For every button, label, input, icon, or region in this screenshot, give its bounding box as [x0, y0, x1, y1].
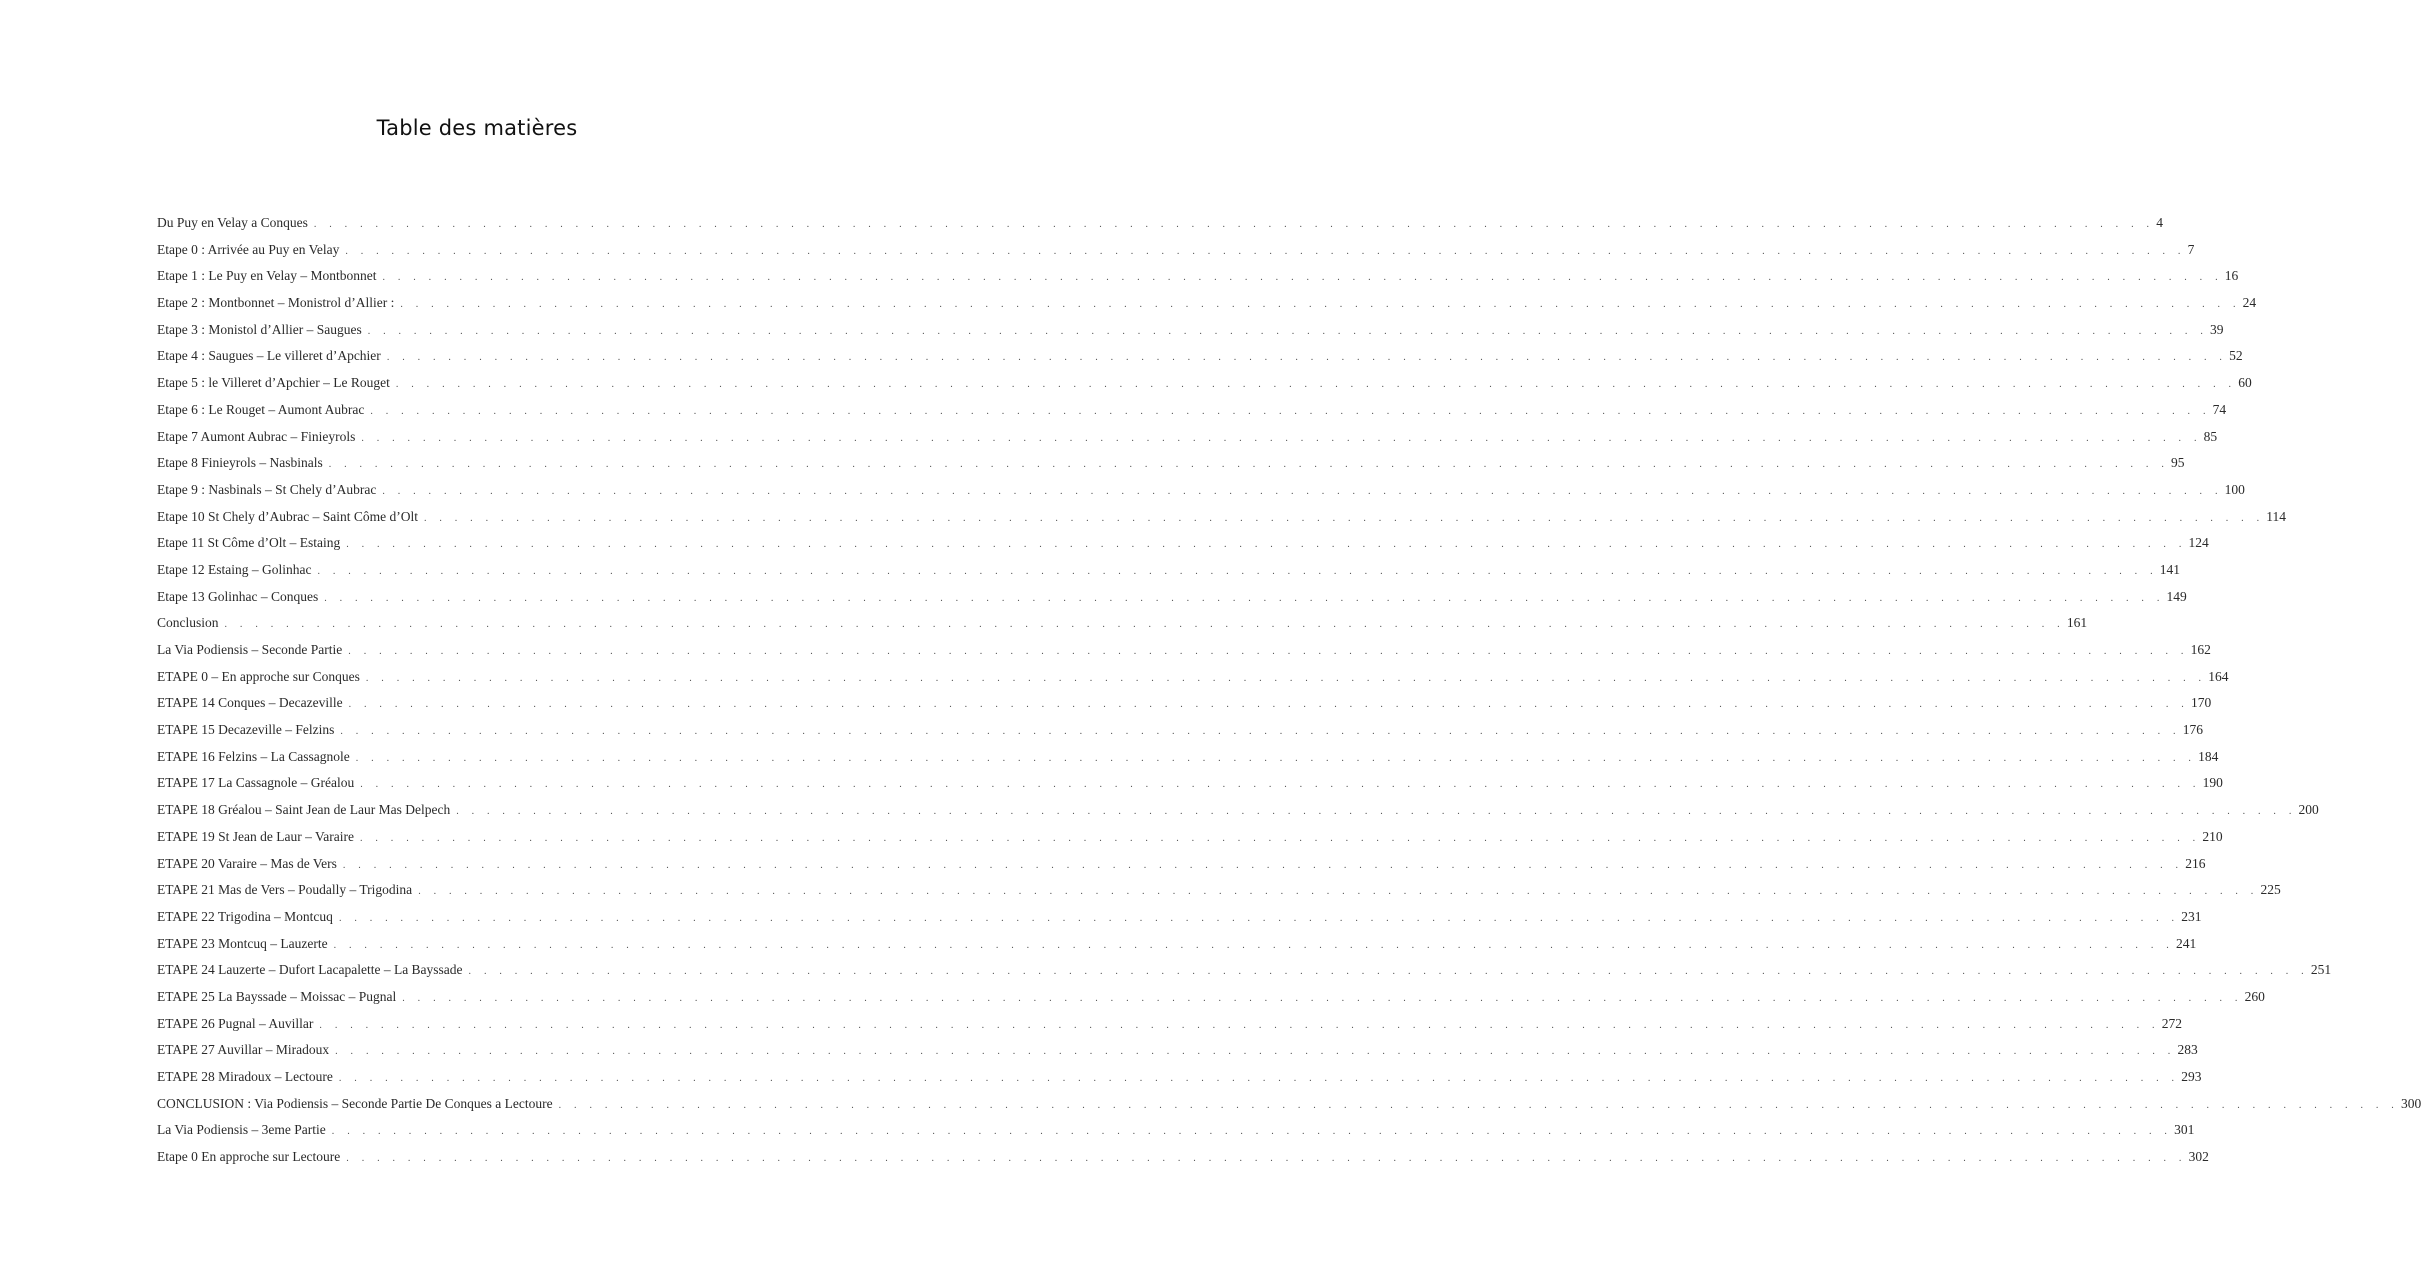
toc-dot-leader: . . . . . . . . . . . . . . . . . . . . . . . . . . . . . . . . . . . . . . . . . . . . . . . . . . . . . . . . . . . . . . . . . . . . . . . . . . . . . . . . . . . . . . . . . . . . . . . . . . . . . . . . . . . . . . . . . . . . . . . .: [382, 485, 2223, 497]
toc-dot-leader: . . . . . . . . . . . . . . . . . . . . . . . . . . . . . . . . . . . . . . . . . . . . . . . . . . . . . . . . . . . . . . . . . . . . . . . . . . . . . . . . . . . . . . . . . . . . . . . . . . . . . . . . . . . . . . . . . . . . . . . .: [361, 432, 2202, 444]
toc-dot-leader: . . . . . . . . . . . . . . . . . . . . . . . . . . . . . . . . . . . . . . . . . . . . . . . . . . . . . . . . . . . . . . . . . . . . . . . . . . . . . . . . . . . . . . . . . . . . . . . . . . . . . . . . . . . . . . . . . . . . . . . .: [319, 1019, 2160, 1031]
toc-entry[interactable]: [157, 1011, 2182, 1038]
toc-entry-page-number: 4: [2156, 215, 2163, 230]
toc-entry-title: ETAPE 15 Decazeville – Felzins: [157, 722, 335, 738]
toc-entry-title: ETAPE 22 Trigodina – Montcuq: [157, 908, 333, 924]
toc-entry-title: Etape 8 Finieyrols – Nasbinals: [157, 455, 323, 471]
toc-dot-leader: . . . . . . . . . . . . . . . . . . . . . . . . . . . . . . . . . . . . . . . . . . . . . . . . . . . . . . . . . . . . . . . . . . . . . . . . . . . . . . . . . . . . . . . . . . . . . . . . . . . . . . . . . . . . . . . . . . . . . . . .: [340, 726, 2181, 738]
toc-entry-page-number: 216: [2185, 855, 2206, 871]
toc-dot-leader: . . . . . . . . . . . . . . . . . . . . . . . . . . . . . . . . . . . . . . . . . . . . . . . . . . . . . . . . . . . . . . . . . . . . . . . . . . . . . . . . . . . . . . . . . . . . . . . . . . . . . . . . . . . . . . . . . . . . . . . .: [402, 992, 2243, 1004]
toc-entry-page-number: 95: [2171, 455, 2185, 471]
toc-entry[interactable]: [157, 637, 2211, 664]
toc-entry-page-number: 184: [2198, 748, 2219, 764]
toc-entry-page-number: 100: [2224, 481, 2245, 497]
toc-dot-leader: . . . . . . . . . . . . . . . . . . . . . . . . . . . . . . . . . . . . . . . . . . . . . . . . . . . . . . . . . . . . . . . . . . . . . . . . . . . . . . . . . . . . . . . . . . . . . . . . . . . . . . . . . . . . . . . . . . . . . . . .: [348, 699, 2189, 711]
toc-entry-title: ETAPE 25 La Bayssade – Moissac – Pugnal: [157, 988, 397, 1004]
toc-entry-title: CONCLUSION : Via Podiensis – Seconde Partie De Conques a Lectoure: [157, 1095, 553, 1111]
toc-entry[interactable]: [157, 290, 2257, 317]
toc-entry-title: Etape 4 : Saugues – Le villeret d’Apchier: [157, 348, 381, 364]
toc-dot-leader: . . . . . . . . . . . . . . . . . . . . . . . . . . . . . . . . . . . . . . . . . . . . . . . . . . . . . . . . . . . . . . . . . . . . . . . . . . . . . . . . . . . . . . . . . . . . . . . . . . . . . . . . . . . . . . . . . . . . . . . .: [386, 352, 2228, 364]
toc-entry[interactable]: [157, 1064, 2202, 1091]
toc-entry[interactable]: [157, 957, 2332, 984]
toc-dot-leader: . . . . . . . . . . . . . . . . . . . . . . . . . . . . . . . . . . . . . . . . . . . . . . . . . . . . . . . . . . . . . . . . . . . . . . . . . . . . . . . . . . . . . . . . . . . . . . . . . . . . . . . . . . . . . . . . . . . . . . . .: [328, 459, 2170, 471]
toc-entry-page-number: 39: [2210, 321, 2224, 337]
toc-dot-leader: . . . . . . . . . . . . . . . . . . . . . . . . . . . . . . . . . . . . . . . . . . . . . . . . . . . . . . . . . . . . . . . . . . . . . . . . . . . . . . . . . . . . . . . . . . . . . . . . . . . . . . . . . . . . . . . . . . . . . . . .: [342, 859, 2184, 871]
toc-entry-page-number: 260: [2244, 988, 2265, 1004]
toc-entry-page-number: 74: [2212, 401, 2227, 417]
toc-entry-title: Etape 1 : Le Puy en Velay – Montbonnet: [157, 268, 377, 284]
toc-entry[interactable]: [157, 690, 2212, 717]
toc-entry-page-number: 283: [2177, 1042, 2198, 1058]
toc-entry-title: Etape 2 : Montbonnet – Monistrol d’Allier :: [157, 295, 395, 311]
toc-entry-title: Etape 7 Aumont Aubrac – Finieyrols: [157, 428, 356, 444]
toc-entry-title: ETAPE 24 Lauzerte – Dufort Lacapalette – La Bayssade: [157, 962, 463, 978]
toc-entry-title: La Via Podiensis – 3eme Partie: [157, 1122, 326, 1138]
toc-entry[interactable]: [157, 664, 2229, 691]
toc-entry-title: ETAPE 19 St Jean de Laur – Varaire: [157, 828, 354, 844]
toc-entry[interactable]: [157, 770, 2223, 797]
toc-entry-page-number: 301: [2174, 1122, 2195, 1138]
toc-entry[interactable]: [157, 397, 2227, 424]
toc-dot-leader: . . . . . . . . . . . . . . . . . . . . . . . . . . . . . . . . . . . . . . . . . . . . . . . . . . . . . . . . . . . . . . . . . . . . . . . . . . . . . . . . . . . . . . . . . . . . . . . . . . . . . . . . . . . . . . . . . . . . . . . .: [355, 752, 2197, 764]
toc-entry-title: Conclusion: [157, 615, 219, 631]
toc-dot-leader: . . . . . . . . . . . . . . . . . . . . . . . . . . . . . . . . . . . . . . . . . . . . . . . . . . . . . . . . . . . . . . . . . . . . . . . . . . . . . . . . . . . . . . . . . . . . . . . . . . . . . . . . . . . . . . . . . . . . . . . .: [370, 405, 2211, 417]
toc-dot-leader: . . . . . . . . . . . . . . . . . . . . . . . . . . . . . . . . . . . . . . . . . . . . . . . . . . . . . . . . . . . . . . . . . . . . . . . . . . . . . . . . . . . . . . . . . . . . . . . . . . . . . . . . . . . . . . . . . . . . . . . .: [335, 1046, 2176, 1058]
toc-entry-page-number: 161: [2066, 615, 2088, 631]
toc-entry[interactable]: [157, 530, 2209, 557]
toc-entry-page-number: 162: [2190, 642, 2211, 657]
toc-dot-leader: . . . . . . . . . . . . . . . . . . . . . . . . . . . . . . . . . . . . . . . . . . . . . . . . . . . . . . . . . . . . . . . . . . . . . . . . . . . . . . . . . . . . . . . . . . . . . . . . . . . . . . . . . . . . . . . . . . . . . . . .: [382, 272, 2223, 284]
toc-entry-title: ETAPE 26 Pugnal – Auvillar: [157, 1015, 314, 1031]
toc-entry[interactable]: [157, 504, 2287, 531]
toc-dot-leader: . . . . . . . . . . . . . . . . . . . . . . . . . . . . . . . . . . . . . . . . . . . . . . . . . . . . . . . . . . . . . . . . . . . . . . . . . . . . . . . . . . . . . . . . . . . . . . . . . . . . . . . . . . . . . . . . . . . . . . . .: [317, 565, 2158, 577]
toc-entry-page-number: 300: [2400, 1095, 2421, 1111]
toc-dot-leader: . . . . . . . . . . . . . . . . . . . . . . . . . . . . . . . . . . . . . . . . . . . . . . . . . . . . . . . . . . . . . . . . . . . . . . . . . . . . . . . . . . . . . . . . . . . . . . . . . . . . . . . . . . . . . . . . . . . . . . . .: [338, 1073, 2180, 1084]
toc-entry-title: Etape 3 : Monistol d’Allier – Saugues: [157, 321, 362, 337]
toc-entry-page-number: 176: [2182, 722, 2203, 738]
toc-dot-leader: . . . . . . . . . . . . . . . . . . . . . . . . . . . . . . . . . . . . . . . . . . . . . . . . . . . . . . . . . . . . . . . . . . . . . . . . . . . . . . . . . . . . . . . . . . . . . . . . . . . . . . . . . . . . . . . . . . . . . . . .: [345, 245, 2186, 257]
toc-entry[interactable]: [157, 450, 2185, 477]
toc-entry-page-number: 114: [2266, 508, 2287, 524]
toc-entry[interactable]: [157, 931, 2197, 958]
toc-entry[interactable]: [157, 343, 2243, 370]
toc-entry-title: Etape 12 Estaing – Golinhac: [157, 561, 312, 577]
toc-dot-leader: . . . . . . . . . . . . . . . . . . . . . . . . . . . . . . . . . . . . . . . . . . . . . . . . . . . . . . . . . . . . . . . . . . . . . . . . . . . . . . . . . . . . . . . . . . . . . . . . . . . . . . . . . . . . . . . . . . . . . . . .: [224, 619, 2065, 631]
toc-entry-title: Etape 0 : Arrivée au Puy en Velay: [157, 241, 340, 257]
toc-entry-page-number: 293: [2181, 1069, 2202, 1084]
toc-entry[interactable]: [157, 1117, 2195, 1144]
toc-entry[interactable]: [157, 317, 2224, 344]
toc-entry[interactable]: [157, 824, 2223, 851]
toc-dot-leader: . . . . . . . . . . . . . . . . . . . . . . . . . . . . . . . . . . . . . . . . . . . . . . . . . . . . . . . . . . . . . . . . . . . . . . . . . . . . . . . . . . . . . . . . . . . . . . . . . . . . . . . . . . . . . . . . . . . . . . . .: [418, 886, 2259, 898]
toc-dot-leader: . . . . . . . . . . . . . . . . . . . . . . . . . . . . . . . . . . . . . . . . . . . . . . . . . . . . . . . . . . . . . . . . . . . . . . . . . . . . . . . . . . . . . . . . . . . . . . . . . . . . . . . . . . . . . . . . . . . . . . . .: [456, 806, 2297, 818]
toc-entry[interactable]: [157, 370, 2252, 397]
toc-entry-title: ETAPE 18 Gréalou – Saint Jean de Laur Mas Delpech: [157, 802, 451, 818]
toc-entry-page-number: 24: [2242, 295, 2257, 311]
toc-dot-leader: . . . . . . . . . . . . . . . . . . . . . . . . . . . . . . . . . . . . . . . . . . . . . . . . . . . . . . . . . . . . . . . . . . . . . . . . . . . . . . . . . . . . . . . . . . . . . . . . . . . . . . . . . . . . . . . . . . . . . . . .: [346, 539, 2187, 551]
toc-entry-title: Etape 9 : Nasbinals – St Chely d’Aubrac: [157, 481, 377, 497]
toc-dot-leader: . . . . . . . . . . . . . . . . . . . . . . . . . . . . . . . . . . . . . . . . . . . . . . . . . . . . . . . . . . . . . . . . . . . . . . . . . . . . . . . . . . . . . . . . . . . . . . . . . . . . . . . . . . . . . . . . . . . . . . . .: [360, 832, 2201, 844]
toc-entry-title: ETAPE 23 Montcuq – Lauzerte: [157, 935, 328, 951]
toc-entry-page-number: 210: [2202, 828, 2223, 844]
toc-entry-title: ETAPE 16 Felzins – La Cassagnole: [157, 748, 350, 764]
toc-entry-page-number: 272: [2161, 1015, 2182, 1031]
toc-entry-page-number: 200: [2298, 802, 2319, 818]
toc-dot-leader: . . . . . . . . . . . . . . . . . . . . . . . . . . . . . . . . . . . . . . . . . . . . . . . . . . . . . . . . . . . . . . . . . . . . . . . . . . . . . . . . . . . . . . . . . . . . . . . . . . . . . . . . . . . . . . . . . . . . . . . .: [324, 592, 2165, 604]
toc-dot-leader: . . . . . . . . . . . . . . . . . . . . . . . . . . . . . . . . . . . . . . . . . . . . . . . . . . . . . . . . . . . . . . . . . . . . . . . . . . . . . . . . . . . . . . . . . . . . . . . . . . . . . . . . . . . . . . . . . . . . . . . .: [468, 966, 2309, 978]
toc-dot-leader: . . . . . . . . . . . . . . . . . . . . . . . . . . . . . . . . . . . . . . . . . . . . . . . . . . . . . . . . . . . . . . . . . . . . . . . . . . . . . . . . . . . . . . . . . . . . . . . . . . . . . . . . . . . . . . . . . . . . . . . .: [365, 672, 2207, 684]
toc-entry[interactable]: [157, 984, 2265, 1011]
toc-entry[interactable]: [157, 1037, 2198, 1064]
toc-entry[interactable]: [157, 877, 2281, 904]
toc-entry[interactable]: [157, 744, 2219, 771]
toc-entry-title: Etape 10 St Chely d’Aubrac – Saint Côme d’Olt: [157, 508, 418, 524]
toc-entry-title: ETAPE 0 – En approche sur Conques: [157, 668, 360, 684]
toc-entry[interactable]: [157, 424, 2218, 451]
toc-entry-page-number: 190: [2202, 775, 2223, 791]
toc-entry[interactable]: [157, 610, 2088, 637]
toc-entry-page-number: 225: [2260, 882, 2281, 898]
toc-dot-leader: . . . . . . . . . . . . . . . . . . . . . . . . . . . . . . . . . . . . . . . . . . . . . . . . . . . . . . . . . . . . . . . . . . . . . . . . . . . . . . . . . . . . . . . . . . . . . . . . . . . . . . . . . . . . . . . . . . . . . . . .: [400, 299, 2241, 311]
toc-entry[interactable]: [157, 210, 2163, 237]
toc-dot-leader: . . . . . . . . . . . . . . . . . . . . . . . . . . . . . . . . . . . . . . . . . . . . . . . . . . . . . . . . . . . . . . . . . . . . . . . . . . . . . . . . . . . . . . . . . . . . . . . . . . . . . . . . . . . . . . . . . . . . . . . .: [367, 325, 2209, 337]
toc-entry-page-number: 124: [2188, 535, 2209, 551]
toc-entry-title: Du Puy en Velay a Conques: [157, 215, 308, 230]
toc-entry[interactable]: [157, 717, 2203, 744]
toc-dot-leader: . . . . . . . . . . . . . . . . . . . . . . . . . . . . . . . . . . . . . . . . . . . . . . . . . . . . . . . . . . . . . . . . . . . . . . . . . . . . . . . . . . . . . . . . . . . . . . . . . . . . . . . . . . . . . . . . . . . . . . . .: [558, 1099, 2399, 1111]
toc-dot-leader: . . . . . . . . . . . . . . . . . . . . . . . . . . . . . . . . . . . . . . . . . . . . . . . . . . . . . . . . . . . . . . . . . . . . . . . . . . . . . . . . . . . . . . . . . . . . . . . . . . . . . . . . . . . . . . . . . . . . . . . .: [395, 379, 2237, 391]
toc-entry[interactable]: [157, 584, 2187, 611]
toc-entry-page-number: 85: [2203, 428, 2218, 444]
toc-dot-leader: . . . . . . . . . . . . . . . . . . . . . . . . . . . . . . . . . . . . . . . . . . . . . . . . . . . . . . . . . . . . . . . . . . . . . . . . . . . . . . . . . . . . . . . . . . . . . . . . . . . . . . . . . . . . . . . . . . . . . . . .: [348, 646, 2189, 657]
toc-entry[interactable]: [157, 797, 2319, 824]
toc-entry[interactable]: [157, 477, 2245, 504]
toc-entry-title: ETAPE 14 Conques – Decazeville: [157, 695, 343, 711]
toc-entry-page-number: 231: [2181, 908, 2202, 924]
toc-entry[interactable]: [157, 1144, 2209, 1171]
toc-entry-title: Etape 6 : Le Rouget – Aumont Aubrac: [157, 401, 365, 417]
toc-entry-page-number: 164: [2208, 668, 2229, 684]
toc-dot-leader: . . . . . . . . . . . . . . . . . . . . . . . . . . . . . . . . . . . . . . . . . . . . . . . . . . . . . . . . . . . . . . . . . . . . . . . . . . . . . . . . . . . . . . . . . . . . . . . . . . . . . . . . . . . . . . . . . . . . . . . .: [313, 219, 2155, 230]
toc-dot-leader: . . . . . . . . . . . . . . . . . . . . . . . . . . . . . . . . . . . . . . . . . . . . . . . . . . . . . . . . . . . . . . . . . . . . . . . . . . . . . . . . . . . . . . . . . . . . . . . . . . . . . . . . . . . . . . . . . . . . . . . .: [331, 1126, 2173, 1138]
toc-entry-title: Etape 5 : le Villeret d’Apchier – Le Rouget: [157, 375, 390, 391]
toc-entry-title: ETAPE 20 Varaire – Mas de Vers: [157, 855, 337, 871]
toc-entry-page-number: 302: [2188, 1149, 2209, 1165]
page-title: Table des matières: [376, 116, 578, 140]
toc-entry-page-number: 16: [2224, 268, 2239, 284]
toc-entry[interactable]: [157, 1091, 2421, 1118]
toc-entry-page-number: 7: [2187, 241, 2195, 257]
toc-entry-page-number: 149: [2166, 588, 2187, 604]
toc-entry[interactable]: [157, 237, 2195, 264]
toc-entry-page-number: 141: [2159, 561, 2181, 577]
toc-entry-title: ETAPE 17 La Cassagnole – Gréalou: [157, 775, 355, 791]
toc-entry-title: Etape 11 St Côme d’Olt – Estaing: [157, 535, 341, 551]
toc-entry-page-number: 251: [2310, 962, 2332, 978]
toc-dot-leader: . . . . . . . . . . . . . . . . . . . . . . . . . . . . . . . . . . . . . . . . . . . . . . . . . . . . . . . . . . . . . . . . . . . . . . . . . . . . . . . . . . . . . . . . . . . . . . . . . . . . . . . . . . . . . . . . . . . . . . . .: [333, 939, 2174, 951]
toc-entry-page-number: 170: [2190, 695, 2212, 711]
toc-entry[interactable]: [157, 904, 2202, 931]
toc-entry-title: Etape 0 En approche sur Lectoure: [157, 1149, 341, 1165]
toc-entry-page-number: 60: [2238, 375, 2252, 391]
toc-entry-page-number: 241: [2175, 935, 2197, 951]
toc-dot-leader: . . . . . . . . . . . . . . . . . . . . . . . . . . . . . . . . . . . . . . . . . . . . . . . . . . . . . . . . . . . . . . . . . . . . . . . . . . . . . . . . . . . . . . . . . . . . . . . . . . . . . . . . . . . . . . . . . . . . . . . .: [346, 1153, 2187, 1165]
toc-entry[interactable]: [157, 851, 2206, 878]
toc-entry[interactable]: [157, 263, 2239, 290]
toc-entry[interactable]: [157, 557, 2181, 584]
toc-entry-title: ETAPE 28 Miradoux – Lectoure: [157, 1069, 333, 1084]
table-of-contents: [157, 210, 2421, 1171]
toc-entry-title: Etape 13 Golinhac – Conques: [157, 588, 319, 604]
toc-entry-page-number: 52: [2229, 348, 2243, 364]
toc-entry-title: ETAPE 27 Auvillar – Miradoux: [157, 1042, 330, 1058]
toc-dot-leader: . . . . . . . . . . . . . . . . . . . . . . . . . . . . . . . . . . . . . . . . . . . . . . . . . . . . . . . . . . . . . . . . . . . . . . . . . . . . . . . . . . . . . . . . . . . . . . . . . . . . . . . . . . . . . . . . . . . . . . . .: [338, 912, 2180, 924]
toc-dot-leader: . . . . . . . . . . . . . . . . . . . . . . . . . . . . . . . . . . . . . . . . . . . . . . . . . . . . . . . . . . . . . . . . . . . . . . . . . . . . . . . . . . . . . . . . . . . . . . . . . . . . . . . . . . . . . . . . . . . . . . . .: [423, 512, 2265, 524]
toc-entry-title: ETAPE 21 Mas de Vers – Poudally – Trigodina: [157, 882, 413, 898]
toc-dot-leader: . . . . . . . . . . . . . . . . . . . . . . . . . . . . . . . . . . . . . . . . . . . . . . . . . . . . . . . . . . . . . . . . . . . . . . . . . . . . . . . . . . . . . . . . . . . . . . . . . . . . . . . . . . . . . . . . . . . . . . . .: [360, 779, 2201, 791]
toc-entry-title: La Via Podiensis – Seconde Partie: [157, 642, 343, 657]
